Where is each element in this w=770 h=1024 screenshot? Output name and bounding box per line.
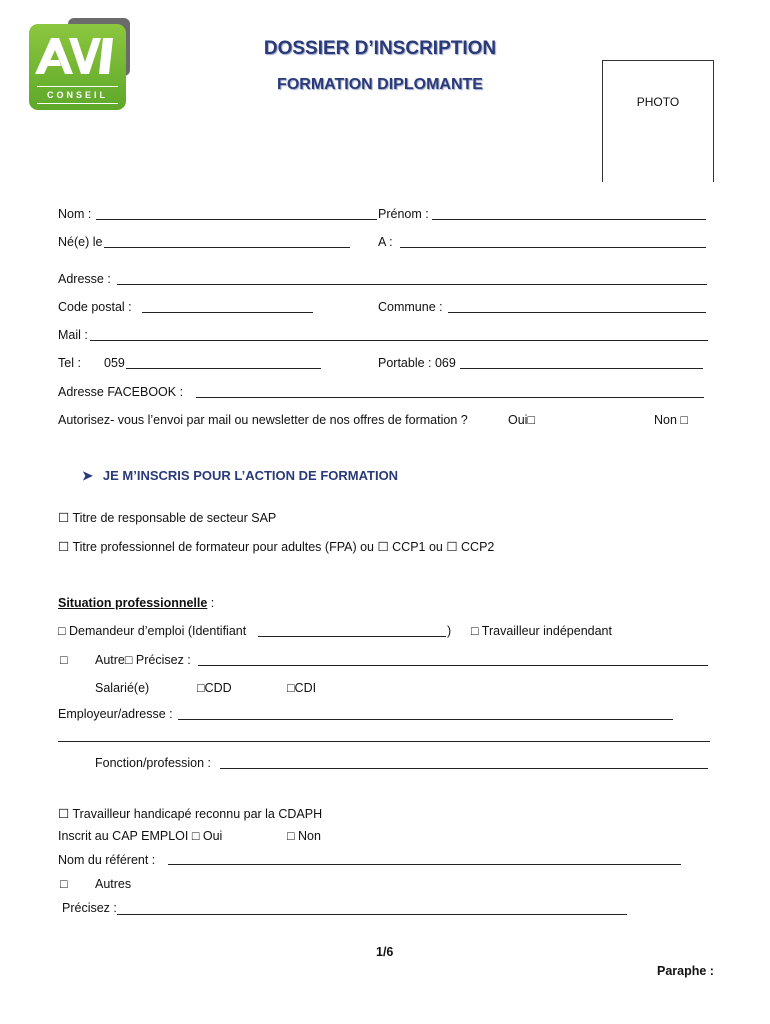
- code-postal-label: Code postal :: [58, 300, 132, 314]
- document-subtitle: FORMATION DIPLOMANTE: [277, 76, 483, 93]
- photo-label: PHOTO: [636, 95, 680, 109]
- independant-checkbox[interactable]: □ Travailleur indépendant: [471, 624, 612, 638]
- referent-field[interactable]: [168, 864, 681, 865]
- situation-heading-suffix: :: [207, 596, 215, 610]
- employeur-field-line2[interactable]: [58, 741, 710, 742]
- situation-heading: [58, 596, 214, 610]
- autre-precisez-field[interactable]: [198, 665, 708, 666]
- facebook-label: Adresse FACEBOOK :: [58, 385, 184, 399]
- cap-emploi-non-checkbox[interactable]: □ Non: [287, 829, 321, 843]
- section-action-title: JE M’INSCRIS POUR L’ACTION DE FORMATION: [102, 468, 399, 483]
- paraphe-label: Paraphe :: [657, 964, 714, 978]
- logo-divider-top: [37, 86, 118, 87]
- facebook-field[interactable]: [196, 397, 704, 398]
- identifiant-field[interactable]: [258, 636, 446, 637]
- autres-precisez-field[interactable]: [117, 914, 627, 915]
- fonction-field[interactable]: [220, 768, 708, 769]
- portable-label: Portable : 069: [378, 356, 456, 370]
- naissance-date-field[interactable]: [104, 247, 350, 248]
- logo-divider-bottom: [37, 103, 118, 104]
- mail-label: Mail :: [58, 328, 88, 342]
- tel-label: Tel :: [58, 356, 81, 370]
- photo-box[interactable]: [602, 60, 714, 182]
- code-postal-field[interactable]: [142, 312, 313, 313]
- option-sap-checkbox[interactable]: ☐ Titre de responsable de secteur SAP: [58, 511, 277, 525]
- autre-label: Autre□ Précisez :: [95, 653, 191, 667]
- consent-question: Autorisez- vous l’envoi par mail ou newsletter de nos offres de formation ?: [58, 413, 468, 427]
- tel-field[interactable]: [126, 368, 321, 369]
- demandeur-emploi-checkbox[interactable]: □ Demandeur d’emploi (Identifiant: [58, 624, 247, 638]
- autre-box[interactable]: □: [60, 653, 68, 667]
- portable-field[interactable]: [460, 368, 703, 369]
- handicap-checkbox[interactable]: ☐ Travailleur handicapé reconnu par la CDAPH: [58, 807, 323, 821]
- prenom-field[interactable]: [432, 219, 706, 220]
- nom-label: Nom :: [58, 207, 92, 221]
- option-fpa-checkbox[interactable]: ☐ Titre professionnel de formateur pour adultes (FPA) ou ☐ CCP1 ou ☐ CCP2: [58, 540, 495, 554]
- prenom-label: Prénom :: [378, 207, 429, 221]
- commune-label: Commune :: [378, 300, 443, 314]
- logo-subtext: CONSEIL: [46, 90, 108, 100]
- situation-heading-text: Situation professionnelle: [58, 596, 208, 610]
- section-action-heading: [82, 468, 398, 484]
- fonction-label: Fonction/profession :: [95, 756, 212, 770]
- employeur-field[interactable]: [178, 719, 673, 720]
- tel-prefix: 059: [104, 356, 125, 370]
- mail-field[interactable]: [90, 340, 708, 341]
- nom-field[interactable]: [96, 219, 377, 220]
- consent-no-checkbox[interactable]: Non □: [654, 413, 688, 427]
- referent-label: Nom du référent :: [58, 853, 156, 867]
- cdd-checkbox[interactable]: □CDD: [197, 681, 232, 695]
- cap-emploi-oui-checkbox[interactable]: Inscrit au CAP EMPLOI □ Oui: [58, 829, 223, 843]
- employeur-label: Employeur/adresse :: [58, 707, 173, 721]
- autres-label: Autres: [95, 877, 132, 891]
- commune-field[interactable]: [448, 312, 706, 313]
- naissance-lieu-field[interactable]: [400, 247, 706, 248]
- autres-box[interactable]: □: [60, 877, 68, 891]
- salarie-label: Salarié(e): [95, 681, 150, 695]
- identifiant-close: ): [447, 624, 452, 638]
- autres-precisez-label: Précisez :: [62, 901, 117, 915]
- naissance-date-label: Né(e) le: [58, 235, 103, 249]
- logo: [29, 24, 126, 110]
- consent-yes-checkbox[interactable]: Oui□: [508, 413, 536, 427]
- cdi-checkbox[interactable]: □CDI: [287, 681, 317, 695]
- naissance-lieu-label: A :: [378, 235, 393, 249]
- adresse-label: Adresse :: [58, 272, 111, 286]
- document-title: DOSSIER D’INSCRIPTION: [263, 38, 497, 59]
- arrow-bullet-icon: ➤: [82, 468, 93, 483]
- adresse-field[interactable]: [117, 284, 707, 285]
- page-number: 1/6: [376, 945, 394, 959]
- logo-letters-icon: [29, 24, 126, 86]
